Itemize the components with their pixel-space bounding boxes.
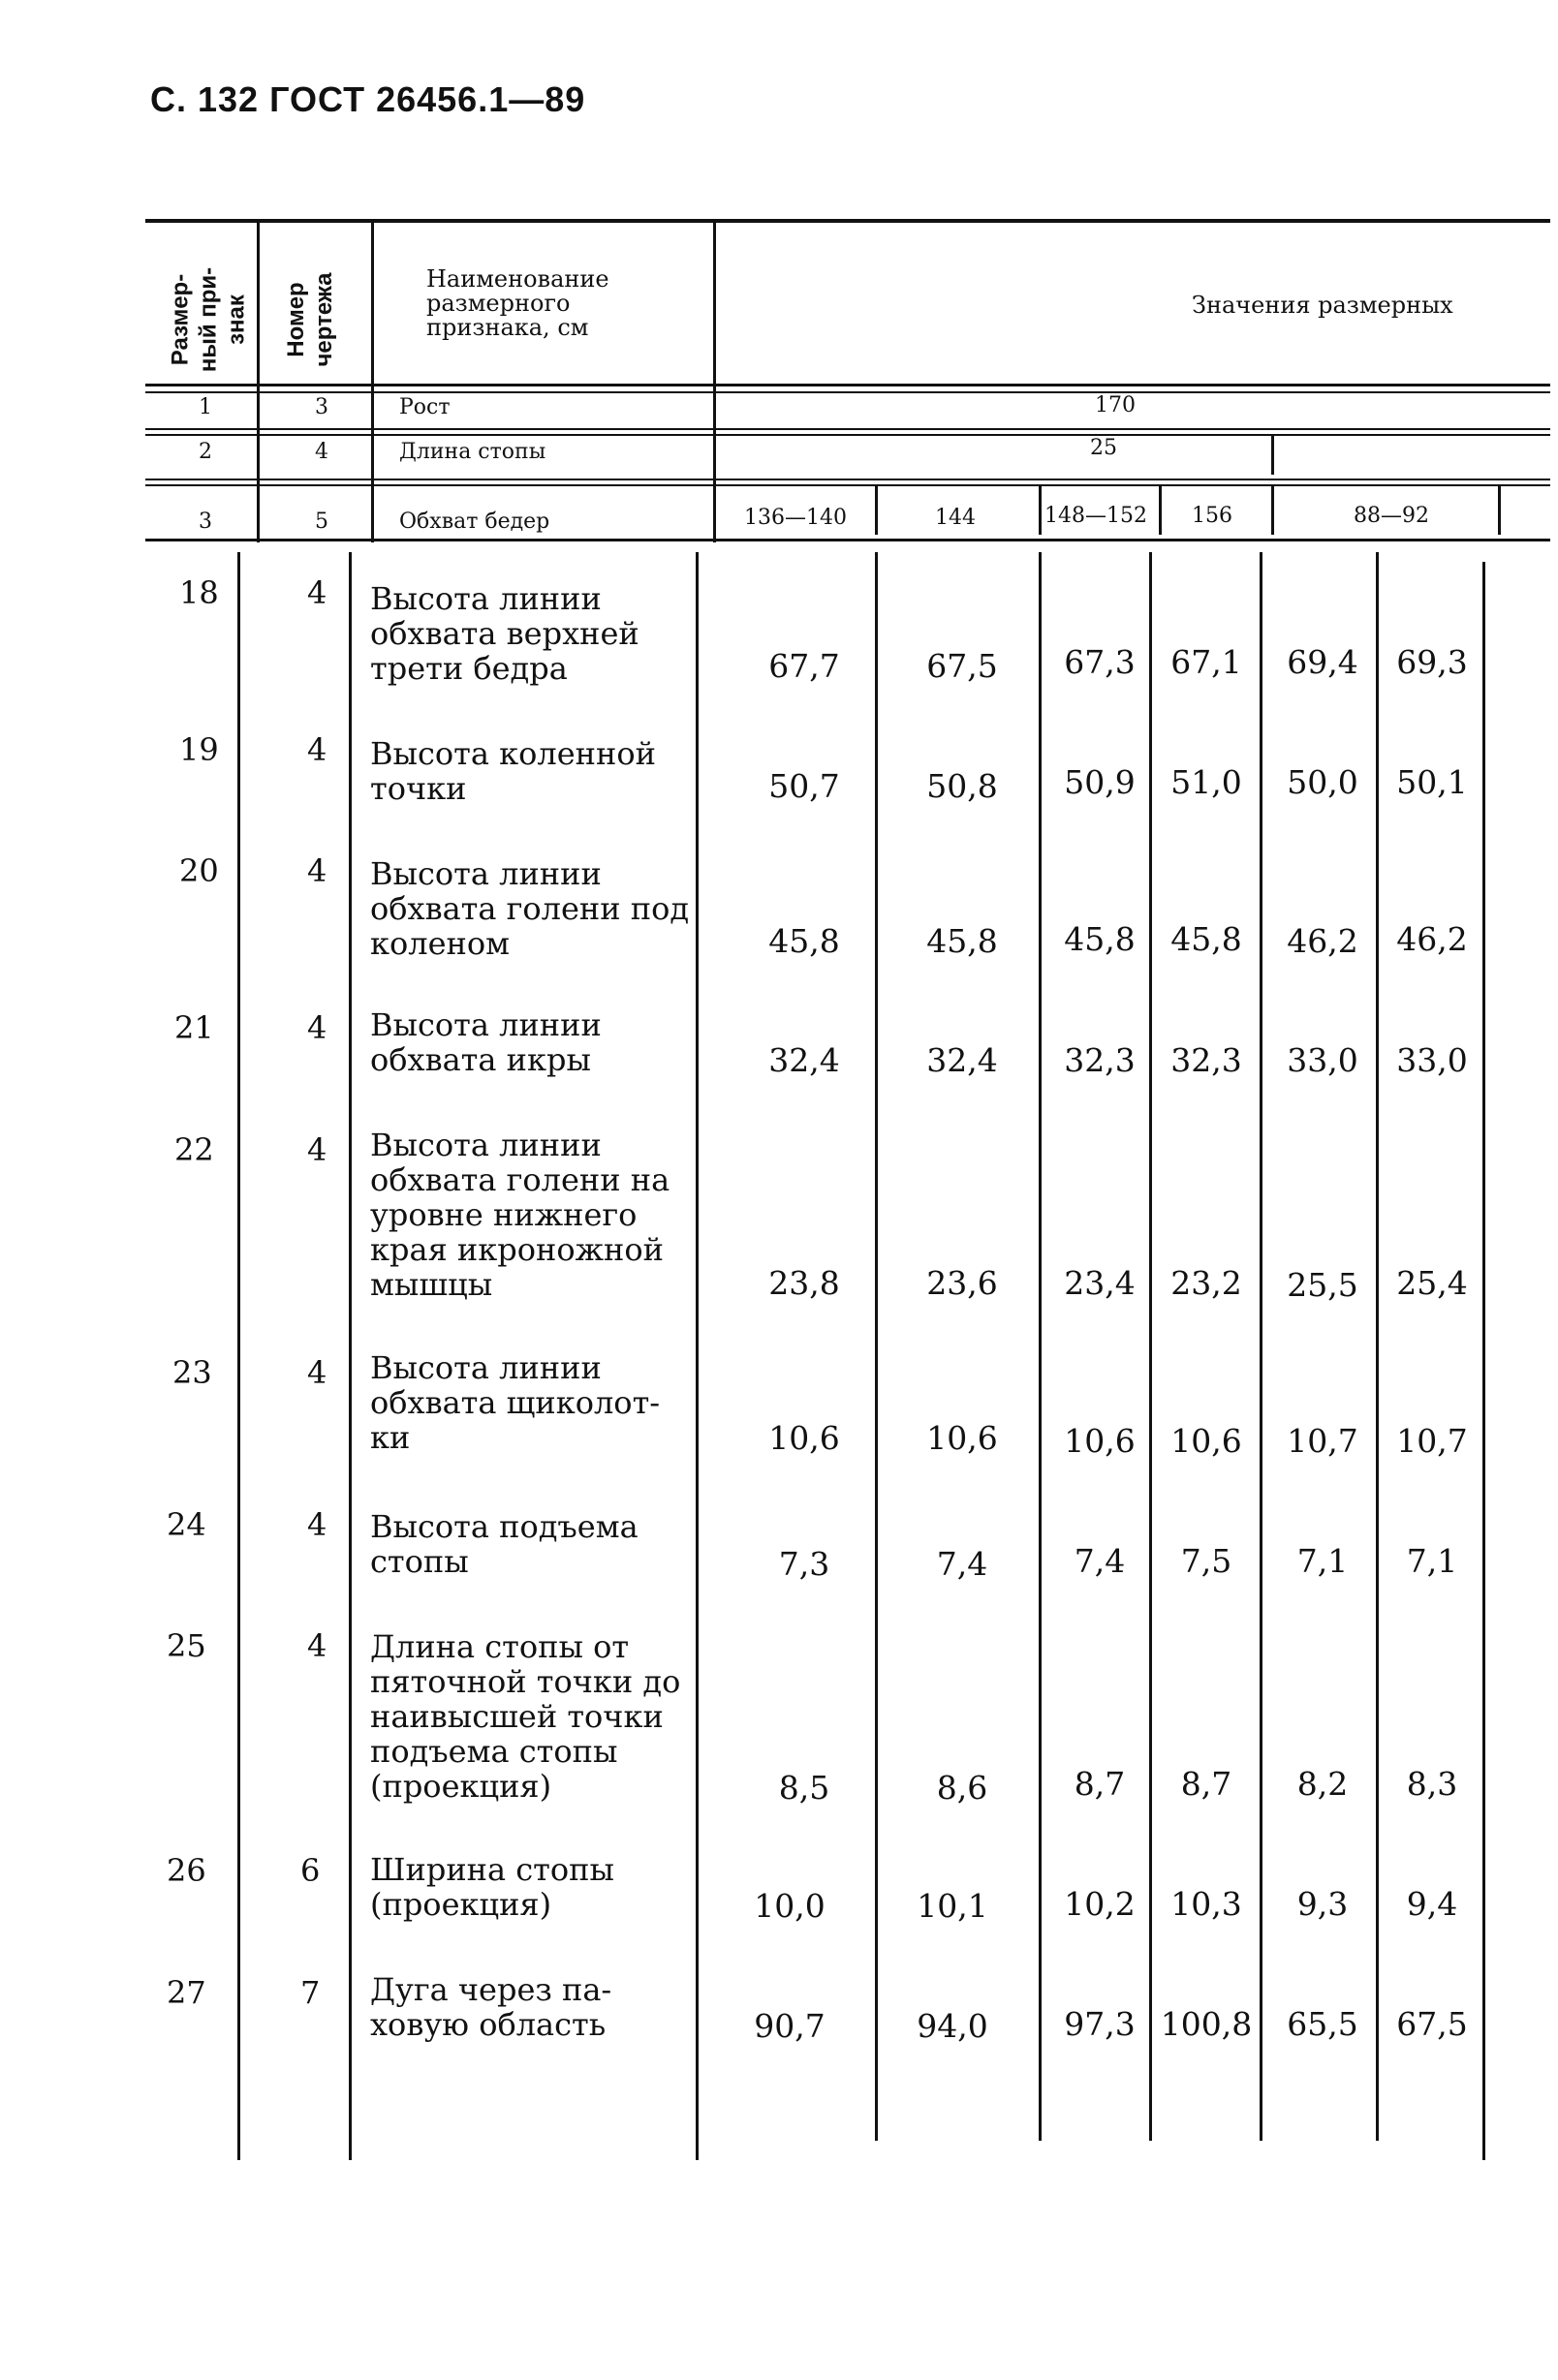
row-number: 22 — [174, 1131, 214, 1168]
row-value: 69,4 — [1287, 643, 1358, 681]
row-value: 32,4 — [768, 1041, 840, 1079]
row-value: 50,9 — [1064, 763, 1136, 801]
row-value: 45,8 — [768, 922, 840, 960]
row-value: 65,5 — [1287, 2005, 1358, 2043]
row-value: 7,4 — [1074, 1542, 1126, 1580]
divider — [1260, 552, 1262, 2141]
row-value: 8,3 — [1406, 1765, 1458, 1803]
header-feature-name: Наименование размерного признака, см — [426, 265, 609, 342]
row-value: 67,3 — [1064, 643, 1136, 681]
row-value: 100,8 — [1160, 2005, 1253, 2043]
row-name: Высота подъема стопы — [370, 1508, 639, 1580]
divider — [1039, 552, 1042, 2141]
divider — [875, 486, 878, 535]
rule — [145, 434, 1550, 436]
sub-value: 25 — [1090, 436, 1117, 460]
row-value: 50,1 — [1396, 763, 1468, 801]
divider — [237, 552, 240, 2160]
sub-name: Длина стопы — [399, 440, 546, 464]
row-value: 32,3 — [1064, 1041, 1136, 1079]
row-drawing: 7 — [300, 1974, 321, 2011]
divider — [696, 552, 699, 2160]
row-value: 25,5 — [1287, 1266, 1358, 1304]
divider — [1271, 436, 1274, 475]
row-value: 8,6 — [936, 1769, 988, 1807]
row-number: 21 — [174, 1009, 214, 1046]
divider — [1498, 486, 1501, 535]
row-drawing: 4 — [307, 574, 327, 611]
row-value: 67,5 — [926, 647, 998, 685]
sub-name: Рост — [399, 395, 451, 419]
row-value: 7,5 — [1180, 1542, 1232, 1580]
row-value: 7,1 — [1296, 1542, 1349, 1580]
row-name: Дуга через па-ховую область — [370, 1971, 612, 2043]
rule — [145, 539, 1550, 541]
sub-draw: 5 — [315, 510, 328, 534]
row-value: 9,4 — [1406, 1885, 1458, 1923]
row-name: Длина стопы от пяточной точки до наивысшей точки подъема стопы (проекция) — [370, 1628, 681, 1805]
row-name: Высота линии обхвата голени на уровне нижнего края икроножной мышцы — [370, 1127, 670, 1303]
row-name: Высота линии обхвата голени под коленом — [370, 855, 690, 962]
row-number: 27 — [167, 1974, 206, 2011]
row-value: 25,4 — [1396, 1264, 1468, 1302]
divider — [1482, 562, 1485, 2160]
row-value: 23,8 — [768, 1264, 840, 1302]
row-value: 97,3 — [1064, 2005, 1136, 2043]
divider — [1376, 552, 1379, 2141]
row-value: 23,6 — [926, 1264, 998, 1302]
row-number: 19 — [179, 731, 219, 768]
rule — [145, 391, 1550, 393]
row-value: 50,8 — [926, 767, 998, 805]
row-drawing: 4 — [307, 1506, 327, 1543]
divider — [349, 552, 352, 2160]
row-number: 18 — [179, 574, 219, 611]
sub-num: 1 — [199, 395, 212, 419]
row-number: 23 — [172, 1354, 212, 1391]
row-value: 10,6 — [768, 1419, 840, 1457]
row-value: 69,3 — [1396, 643, 1468, 681]
rule — [145, 384, 1550, 386]
sub-value: 136—140 — [744, 506, 847, 530]
header-size-feature: Размер- ный при- знак — [167, 266, 250, 373]
row-value: 33,0 — [1396, 1041, 1468, 1079]
row-number: 26 — [167, 1852, 206, 1889]
row-value: 10,6 — [926, 1419, 998, 1457]
row-name: Высота линии обхвата щиколот-ки — [370, 1349, 661, 1456]
page-header: С. 132 ГОСТ 26456.1—89 — [150, 79, 586, 119]
row-value: 8,5 — [778, 1769, 830, 1807]
row-value: 7,4 — [936, 1545, 988, 1583]
row-value: 8,2 — [1296, 1765, 1349, 1803]
row-drawing: 4 — [307, 731, 327, 768]
rule — [145, 428, 1550, 430]
row-value: 32,3 — [1170, 1041, 1242, 1079]
row-value: 10,3 — [1170, 1885, 1242, 1923]
row-name: Высота линии обхвата икры — [370, 1006, 602, 1078]
row-value: 90,7 — [754, 2007, 826, 2045]
divider — [1039, 486, 1042, 535]
row-value: 33,0 — [1287, 1041, 1358, 1079]
row-value: 45,8 — [1064, 920, 1136, 958]
divider — [875, 552, 878, 2141]
row-value: 46,2 — [1287, 922, 1358, 960]
row-value: 23,4 — [1064, 1264, 1136, 1302]
sub-draw: 3 — [315, 395, 328, 419]
divider — [257, 223, 260, 542]
divider — [1149, 552, 1152, 2141]
row-value: 10,7 — [1287, 1422, 1358, 1460]
divider — [713, 223, 716, 542]
sub-value: 144 — [935, 506, 976, 530]
row-value: 10,0 — [754, 1887, 826, 1925]
row-value: 8,7 — [1074, 1765, 1126, 1803]
row-value: 45,8 — [1170, 920, 1242, 958]
rule — [145, 479, 1550, 480]
sub-draw: 4 — [315, 440, 328, 464]
sub-value: 148—152 — [1044, 504, 1147, 528]
row-name: Ширина стопы (проекция) — [370, 1851, 614, 1923]
row-number: 24 — [167, 1506, 206, 1543]
row-value: 7,3 — [778, 1545, 830, 1583]
row-value: 67,7 — [768, 647, 840, 685]
row-value: 10,6 — [1170, 1422, 1242, 1460]
sub-value: 88—92 — [1354, 504, 1429, 528]
row-value: 46,2 — [1396, 920, 1468, 958]
sub-num: 2 — [199, 440, 212, 464]
row-value: 10,6 — [1064, 1422, 1136, 1460]
row-number: 25 — [167, 1627, 206, 1664]
row-value: 45,8 — [926, 922, 998, 960]
sub-num: 3 — [199, 510, 212, 534]
row-value: 8,7 — [1180, 1765, 1232, 1803]
row-drawing: 4 — [307, 1009, 327, 1046]
sub-value: 170 — [1095, 393, 1136, 417]
sub-name: Обхват бедер — [399, 510, 550, 534]
row-drawing: 4 — [307, 1131, 327, 1168]
divider — [371, 223, 374, 542]
row-value: 67,1 — [1170, 643, 1242, 681]
row-drawing: 4 — [307, 1354, 327, 1391]
divider — [1271, 486, 1274, 535]
row-value: 10,2 — [1064, 1885, 1136, 1923]
header-drawing-number: Номер чертежа — [283, 272, 337, 367]
row-value: 50,0 — [1287, 763, 1358, 801]
sub-value: 156 — [1192, 504, 1232, 528]
row-name: Высота линии обхвата верхней трети бедра — [370, 580, 639, 687]
row-value: 9,3 — [1296, 1885, 1349, 1923]
rule — [145, 484, 1550, 486]
row-value: 10,7 — [1396, 1422, 1468, 1460]
row-name: Высота коленной точки — [370, 735, 656, 807]
row-drawing: 6 — [300, 1852, 321, 1889]
row-value: 7,1 — [1406, 1542, 1458, 1580]
row-drawing: 4 — [307, 1627, 327, 1664]
row-value: 51,0 — [1170, 763, 1242, 801]
row-drawing: 4 — [307, 852, 327, 889]
row-value: 67,5 — [1396, 2005, 1468, 2043]
header-values: Значения размерных — [1192, 292, 1453, 319]
table-top-rule — [145, 219, 1550, 223]
row-number: 20 — [179, 852, 219, 889]
divider — [1159, 486, 1162, 535]
row-value: 94,0 — [917, 2007, 988, 2045]
row-value: 23,2 — [1170, 1264, 1242, 1302]
row-value: 50,7 — [768, 767, 840, 805]
row-value: 10,1 — [917, 1887, 988, 1925]
row-value: 32,4 — [926, 1041, 998, 1079]
